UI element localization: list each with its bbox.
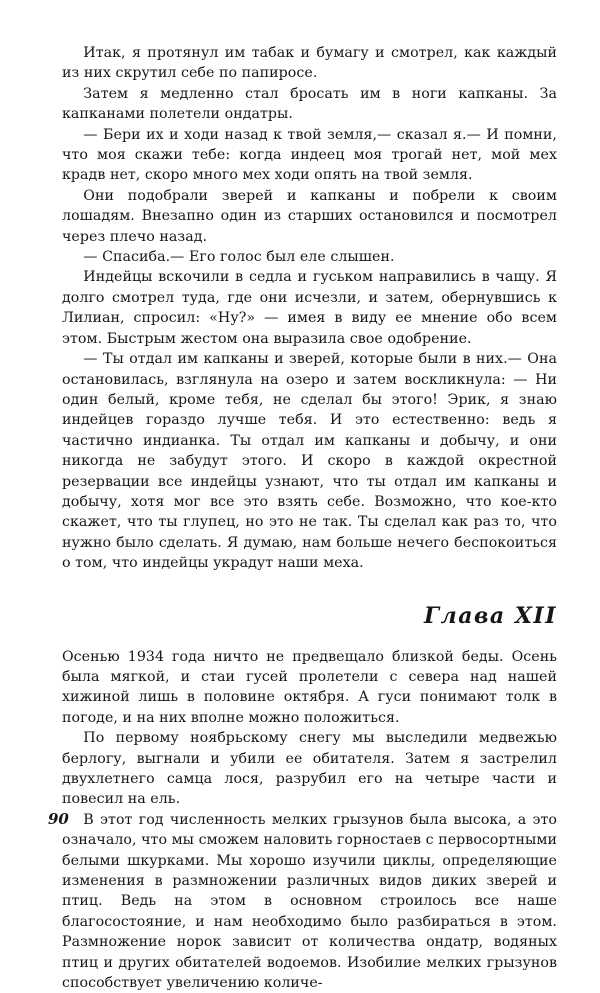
paragraph: Они подобрали зверей и капканы и побрели к своим лошадям. Внезапно один из старших остановился и посмотрел через плечо назад. xyxy=(62,187,557,245)
paragraph: — Бери их и ходи назад к твой земля,— сказал я.— И помни, что моя скажи тебе: когда индеец моя трогай нет, мой мех крадв нет, скоро много мех ходи опять на твой земля. xyxy=(62,126,557,184)
paragraph: Индейцы вскочили в седла и гуськом направились в чащу. Я долго смотрел туда, где они исчезли, и затем, обернувшись к Лилиан, спросил: «Ну?» — имея в виду ее мнение обо всем этом. Быстрым жестом она выразила свое одобрение. xyxy=(62,269,557,347)
paragraph: В этот год численность мелких грызунов была высока, а это означало, что мы сможем наловить горностаев с первосортными белыми шкурками. Мы хорошо изучили циклы, определяющие изменения в размножении различных видов диких зверей и птиц. Ведь на этом в основном строилось все наше благосостояние, и нам необходимо было разбираться в этом. Размножение норок зависит от количества ондатр, водяных птиц и других обитателей водоемов. Изобилие мелких грызунов способствует увеличению количе- xyxy=(62,811,557,992)
text-block-after-chapter xyxy=(62,647,557,993)
paragraph: По первому ноябрьскому снегу мы выследили медвежью берлогу, выгнали и убили ее обитателя. Затем я застрелил двухлетнего самца лося, разрубил его на четыре части и повесил на ель. xyxy=(62,730,557,808)
paragraph: — Спасиба.— Его голос был еле слышен. xyxy=(83,249,395,266)
chapter-title: Глава XII xyxy=(423,602,557,629)
paragraph: Итак, я протянул им табак и бумагу и смотрел, как каждый из них скрутил себе по папиросе. xyxy=(62,45,557,82)
page-number: 90 xyxy=(48,810,69,828)
paragraph: Затем я медленно стал бросать им в ноги капканы. За капканами полетели ондатры. xyxy=(62,85,557,123)
book-page xyxy=(62,43,557,993)
paragraph: Осенью 1934 года ничто не предвещало близкой беды. Осень была мягкой, и стаи гусей пролетели с севера над нашей хижиной лишь в половине октября. А гуси понимают толк в погоде, и на них вполне можно положиться. xyxy=(62,648,557,726)
paragraph: — Ты отдал им капканы и зверей, которые были в них.— Она остановилась, взглянула на озеро и затем воскликнула: — Ни один белый, кроме тебя, не сделал бы этого! Эрик, я знаю индейцев гораздо лучше тебя. И это естественно: ведь я частично индианка. Ты отдал им капканы и добычу, и они никогда не забудут этого. И скоро в каждой окрестной резервации все индейцы узнают, что ты отдал им капканы и добычу, хотя мог все это взять себе. Возможно, что кое-кто скажет, что ты глупец, но это не так. Ты сделал как раз то, что нужно было сделать. Я думаю, нам больше нечего беспокоиться о том, что индейцы украдут наши меха. xyxy=(62,351,557,572)
text-block-before-chapter xyxy=(62,43,557,574)
